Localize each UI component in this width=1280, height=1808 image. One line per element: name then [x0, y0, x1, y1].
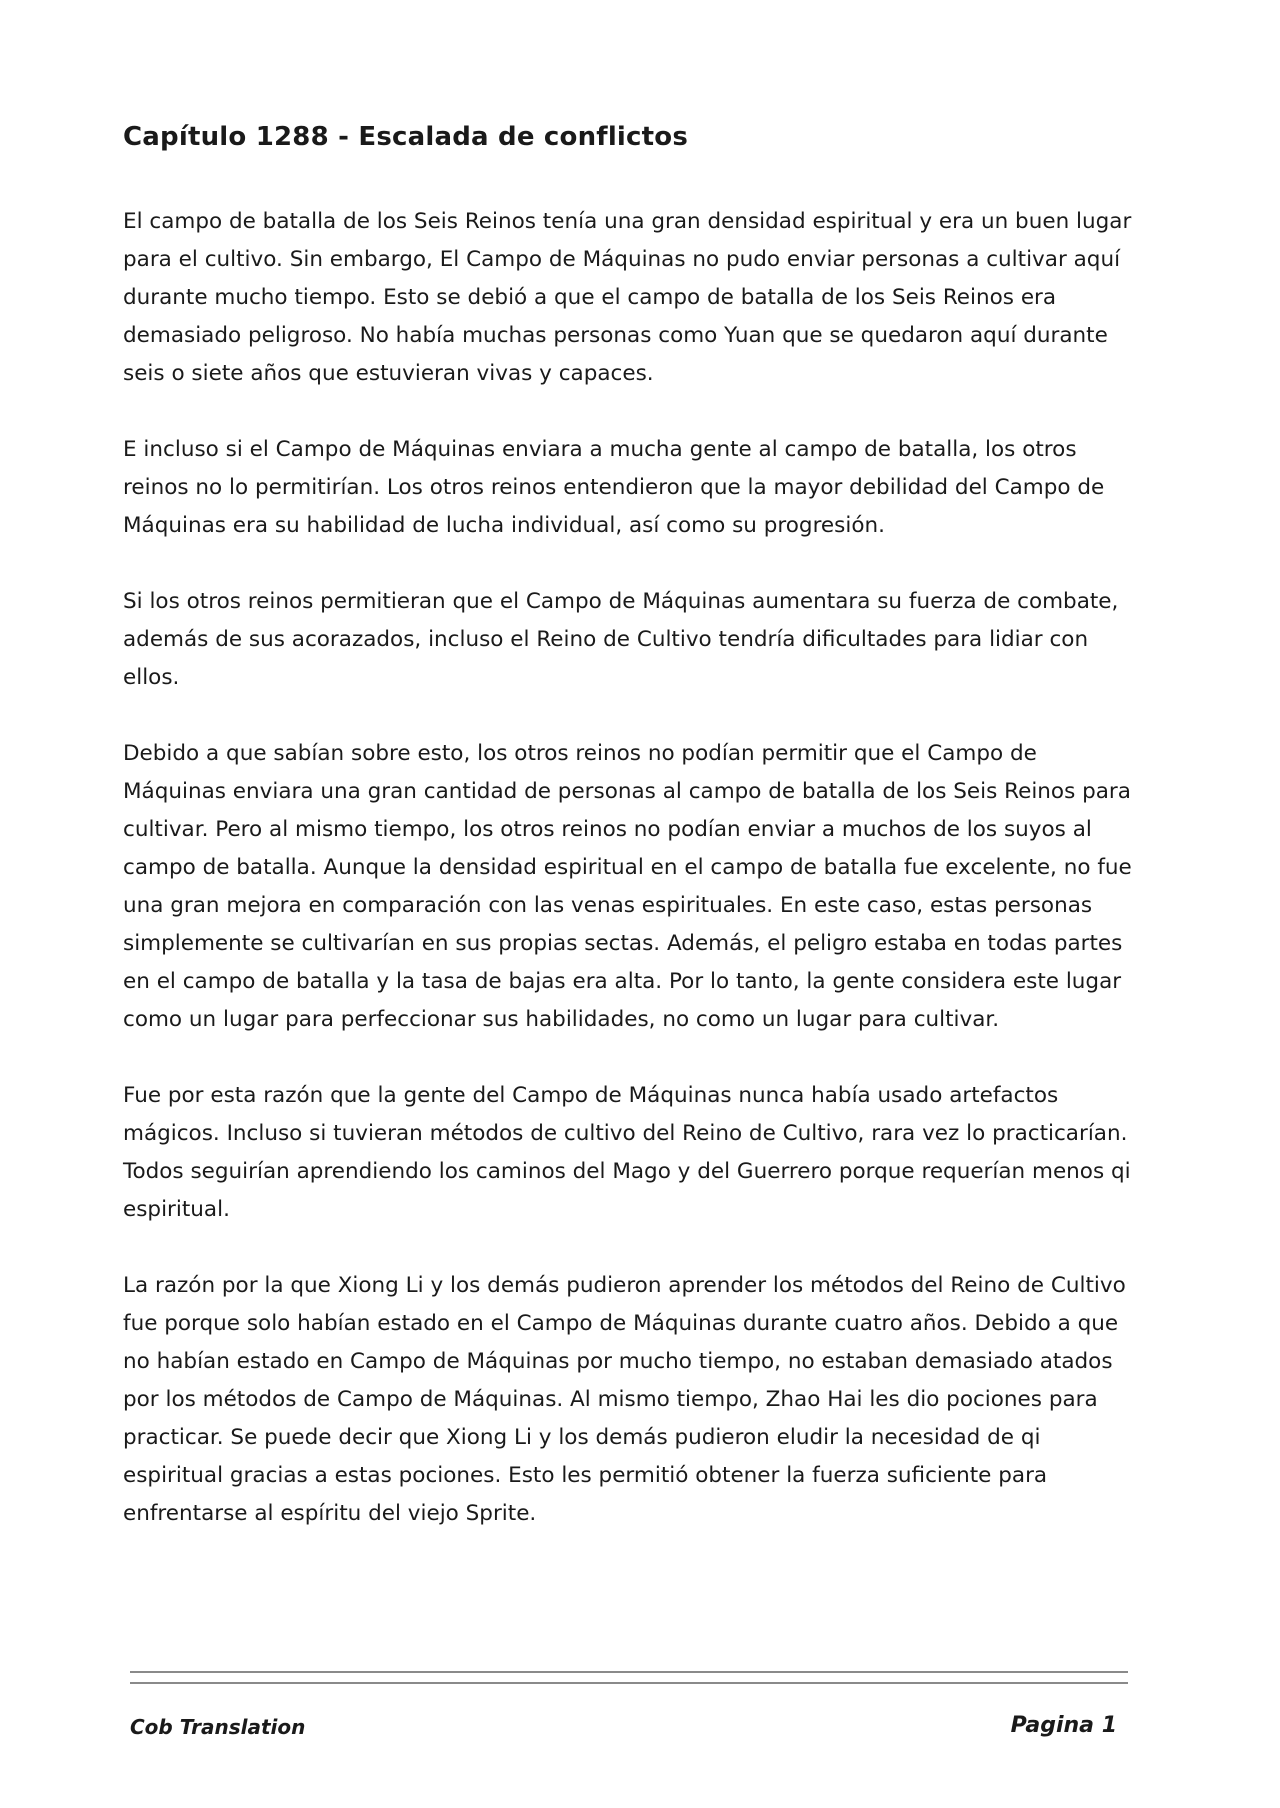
- paragraph-6: La razón por la que Xiong Li y los demás pudieron aprender los métodos del Reino de Cultivo fue porque solo habían estado en el Campo de Máquinas durante cuatro años. Debido a que no habían estado en Campo de Máquinas por mucho tiempo, no estaban demasiado atados por los métodos de Campo de Máquinas. Al mismo tiempo, Zhao Hai les dio pociones para practicar. Se puede decir que Xiong Li y los demás pudieron eludir la necesidad de qi espiritual gracias a estas pociones. Esto les permitió obtener la fuerza suficiente para enfrentarse al espíritu del viejo Sprite.: [123, 1273, 1126, 1526]
- footer-divider-top: [130, 1671, 1128, 1673]
- chapter-body: [123, 203, 1133, 1571]
- footer-translator-credit: Cob Translation: [130, 1715, 306, 1739]
- paragraph-5: Fue por esta razón que la gente del Campo de Máquinas nunca había usado artefactos mágicos. Incluso si tuvieran métodos de cultivo del Reino de Cultivo, rara vez lo practicarían. Todos seguirían aprendiendo los caminos del Mago y del Guerrero porque requerían menos qi espiritual.: [123, 1083, 1131, 1222]
- chapter-title: Capítulo 1288 - Escalada de conflictos: [123, 122, 689, 152]
- paragraph-1: El campo de batalla de los Seis Reinos tenía una gran densidad espiritual y era un buen lugar para el cultivo. Sin embargo, El Campo de Máquinas no pudo enviar personas a cultivar aquí durante mucho tiempo. Esto se debió a que el campo de batalla de los Seis Reinos era demasiado peligroso. No había muchas personas como Yuan que se quedaron aquí durante seis o siete años que estuvieran vivas y capaces.: [123, 209, 1132, 386]
- paragraph-3: Si los otros reinos permitieran que el Campo de Máquinas aumentara su fuerza de combate, además de sus acorazados, incluso el Reino de Cultivo tendría dificultades para lidiar con ellos.: [123, 589, 1119, 690]
- paragraph-2: E incluso si el Campo de Máquinas enviara a mucha gente al campo de batalla, los otros reinos no lo permitirían. Los otros reinos entendieron que la mayor debilidad del Campo de Máquinas era su habilidad de lucha individual, así como su progresión.: [123, 437, 1105, 538]
- footer-page-number: Pagina 1: [1010, 1713, 1117, 1738]
- footer-divider-bottom: [130, 1682, 1128, 1684]
- paragraph-4: Debido a que sabían sobre esto, los otros reinos no podían permitir que el Campo de Máquinas enviara una gran cantidad de personas al campo de batalla de los Seis Reinos para cultivar. Pero al mismo tiempo, los otros reinos no podían enviar a muchos de los suyos al campo de batalla. Aunque la densidad espiritual en el campo de batalla fue excelente, no fue una gran mejora en comparación con las venas espirituales. En este caso, estas personas simplemente se cultivarían en sus propias sectas. Además, el peligro estaba en todas partes en el campo de batalla y la tasa de bajas era alta. Por lo tanto, la gente considera este lugar como un lugar para perfeccionar sus habilidades, no como un lugar para cultivar.: [123, 741, 1132, 1032]
